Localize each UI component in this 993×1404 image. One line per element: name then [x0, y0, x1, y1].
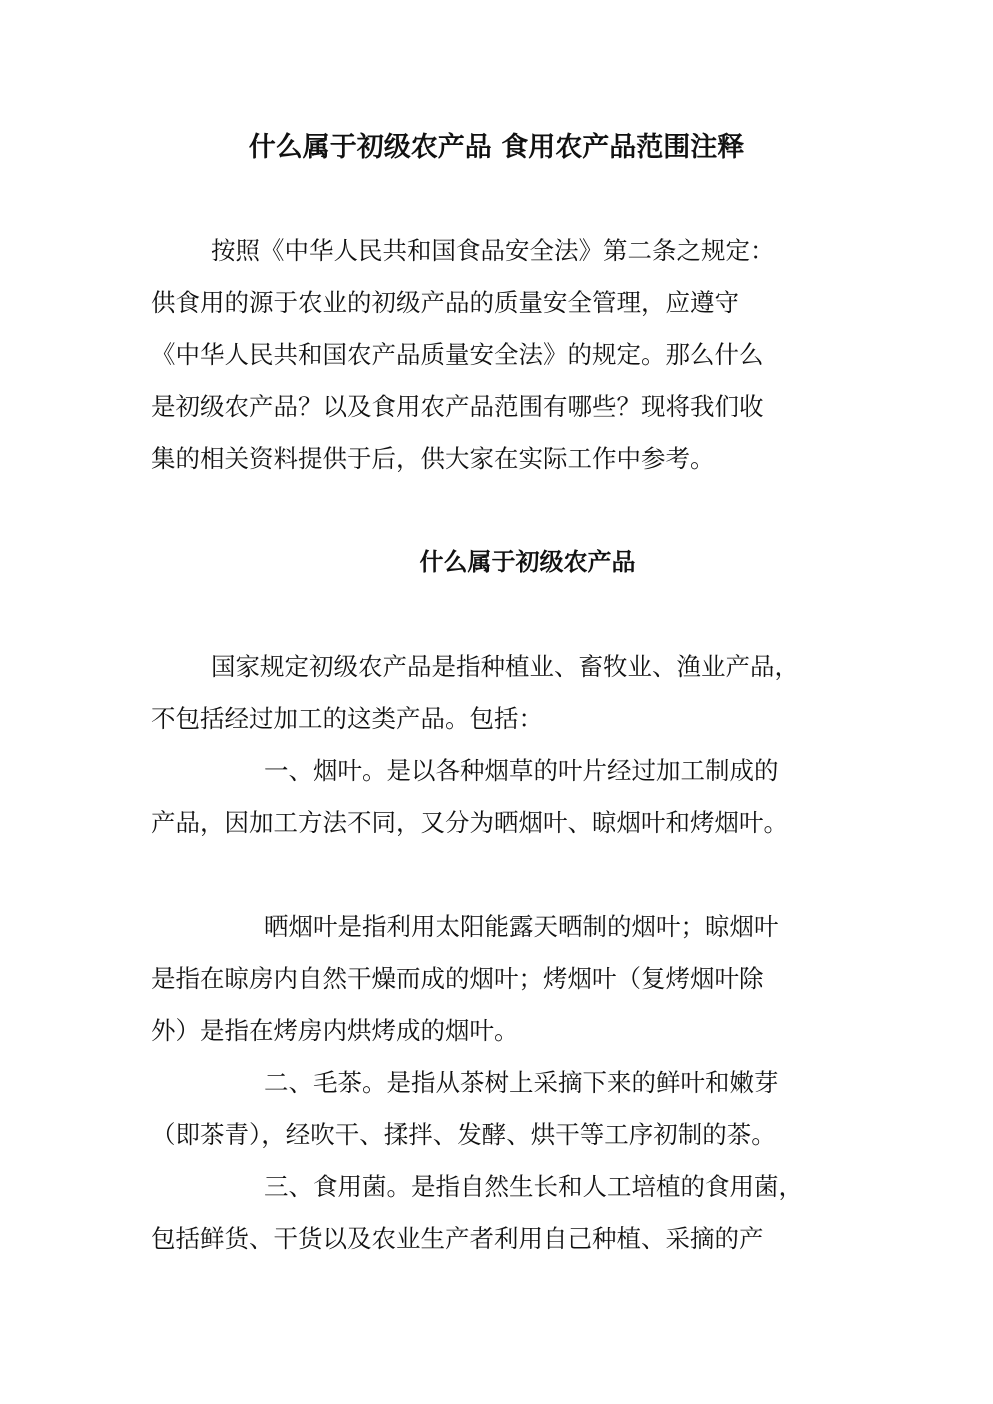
body-line-9: （即茶青），经吹干、揉拌、发酵、烘干等工序初制的茶。	[151, 1120, 776, 1149]
body-line-7: 外）是指在烤房内烘烤成的烟叶。	[151, 1016, 519, 1045]
body-line-10: 三、食用菌。是指自然生长和人工培植的食用菌，	[264, 1172, 803, 1201]
document-title: 什么属于初级农产品 食用农产品范围注释	[248, 132, 745, 163]
body-line-11: 包括鲜货、干货以及农业生产者利用自己种植、采摘的产	[151, 1224, 764, 1253]
body-line-5: 晒烟叶是指利用太阳能露天晒制的烟叶；晾烟叶	[264, 912, 779, 941]
intro-line-1: 按照《中华人民共和国食品安全法》第二条之规定：	[211, 236, 775, 265]
body-line-6: 是指在晾房内自然干燥而成的烟叶；烤烟叶（复烤烟叶除	[151, 964, 764, 993]
intro-line-4: 是初级农产品？以及食用农产品范围有哪些？现将我们收	[151, 392, 764, 421]
body-line-8: 二、毛茶。是指从茶树上采摘下来的鲜叶和嫩芽	[264, 1068, 779, 1097]
body-line-2: 不包括经过加工的这类产品。包括：	[151, 704, 543, 733]
intro-line-5: 集的相关资料提供于后，供大家在实际工作中参考。	[151, 444, 715, 473]
body-line-1: 国家规定初级农产品是指种植业、畜牧业、渔业产品，	[211, 652, 799, 681]
intro-line-2: 供食用的源于农业的初级产品的质量安全管理，应遵守	[151, 288, 739, 317]
section-heading: 什么属于初级农产品	[419, 548, 636, 576]
intro-line-3: 《中华人民共和国农产品质量安全法》的规定。那么什么	[151, 340, 764, 369]
body-line-4: 产品，因加工方法不同，又分为晒烟叶、晾烟叶和烤烟叶。	[151, 808, 788, 837]
body-line-3: 一、烟叶。是以各种烟草的叶片经过加工制成的	[264, 756, 779, 785]
